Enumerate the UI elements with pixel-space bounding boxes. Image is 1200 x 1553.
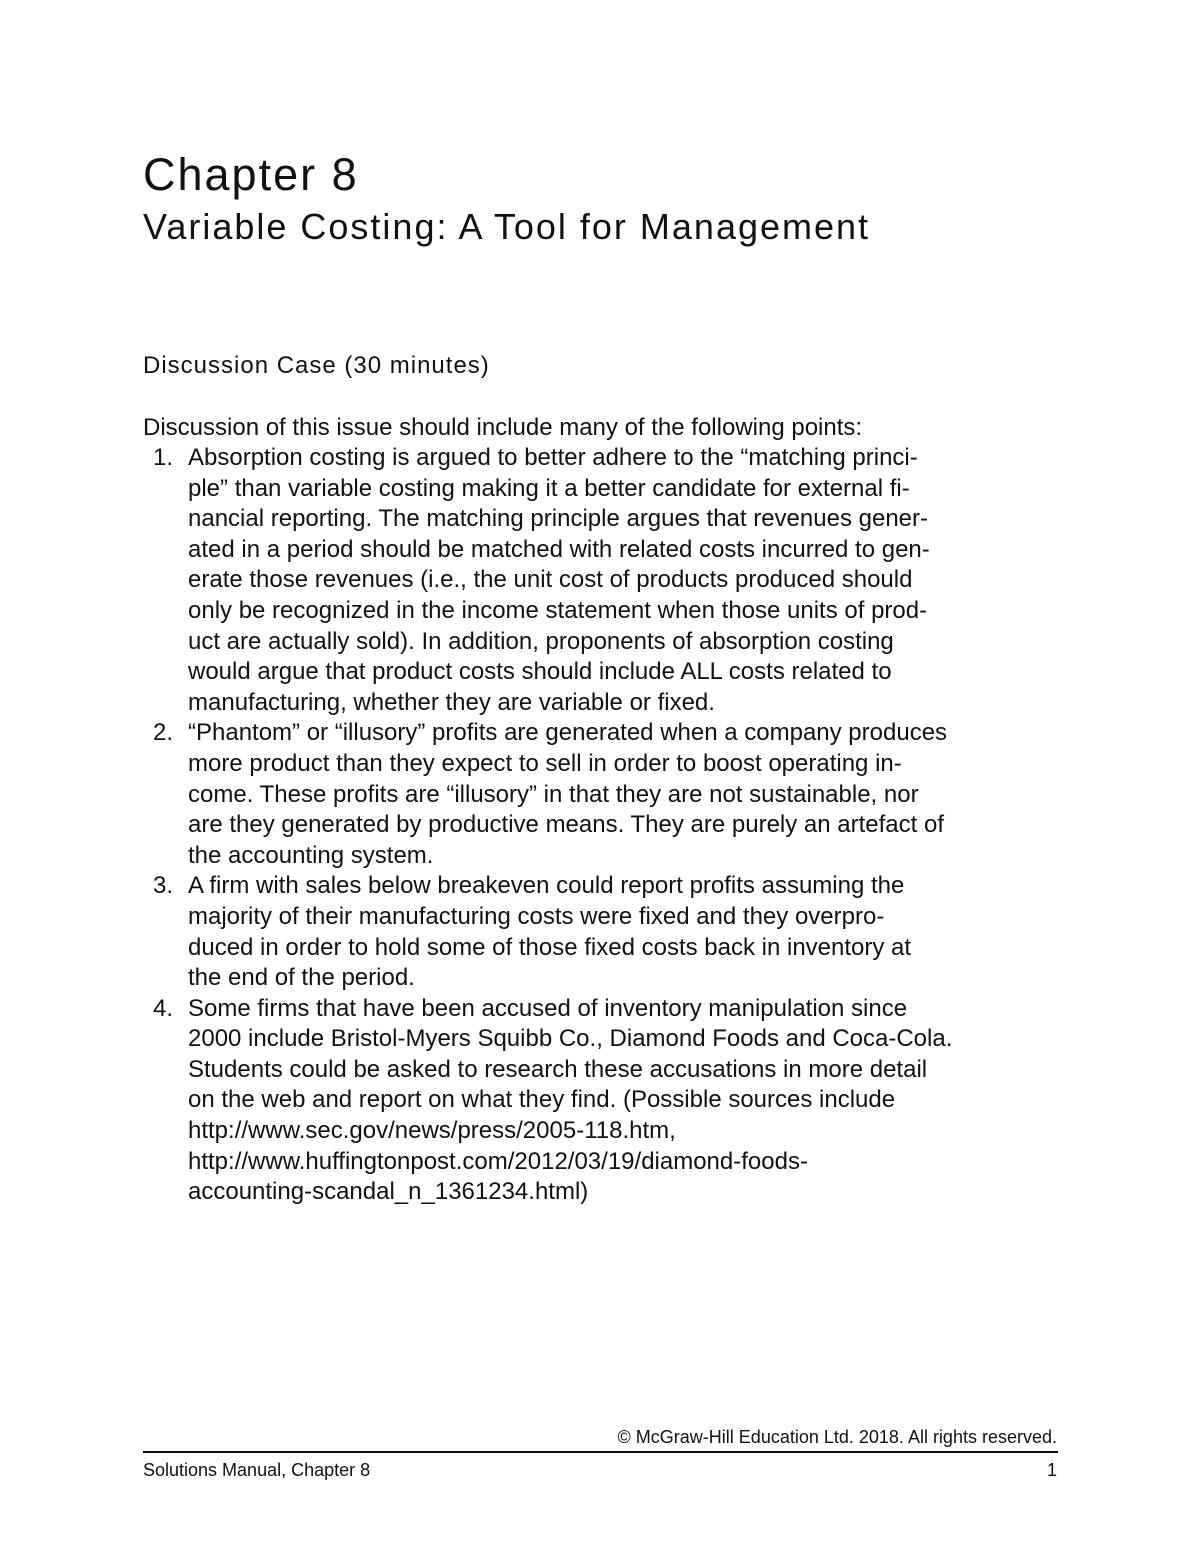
copyright-notice: © McGraw-Hill Education Ltd. 2018. All rights reserved. (617, 1427, 1057, 1447)
point-text-line: ple” than variable costing making it a better candidate for external fi- (188, 474, 910, 502)
footer-page-number: 1 (1046, 1460, 1057, 1480)
discussion-points-list (143, 443, 1063, 1208)
point-text-line: erate those revenues (i.e., the unit cost of products produced should (188, 566, 913, 594)
footer-divider (143, 1451, 1058, 1453)
point-text-line: duced in order to hold some of those fixed costs back in inventory at (188, 933, 912, 961)
point-link-line: http://www.huffingtonpost.com/2012/03/19/diamond-foods- (188, 1147, 808, 1175)
point-text-line: Some firms that have been accused of inventory manipulation since (188, 994, 908, 1022)
point-text-line: Absorption costing is argued to better adhere to the “matching princi- (188, 444, 918, 471)
point-text-line: Students could be asked to research these accusations in more detail (188, 1055, 928, 1083)
point-text-line: only be recognized in the income statement when those units of prod- (188, 596, 928, 624)
point-text-line: ated in a period should be matched with related costs incurred to gen- (188, 535, 930, 563)
point-text-line: nancial reporting. The matching principle argues that revenues gener- (188, 505, 928, 533)
point-text-line: uct are actually sold). In addition, proponents of absorption costing (188, 627, 894, 655)
point-text-line: manufacturing, whether they are variable or fixed. (188, 688, 715, 716)
point-text-line: the end of the period. (188, 964, 415, 992)
discussion-point (143, 718, 1063, 871)
point-text-line: are they generated by productive means. They are purely an artefact of (188, 811, 944, 839)
point-text-line: come. These profits are “illusory” in that they are not sustainable, nor (188, 780, 919, 808)
point-text-line: the accounting system. (188, 841, 434, 869)
point-text-line: A firm with sales below breakeven could report profits assuming the (188, 872, 905, 900)
point-text-line: 2000 include Bristol-Myers Squibb Co., Diamond Foods and Coca-Cola. (188, 1025, 953, 1053)
point-text-line: on the web and report on what they find. (Possible sources include (188, 1086, 896, 1114)
discussion-point (143, 994, 1063, 1208)
footer-manual-title: Solutions Manual, Chapter 8 (143, 1460, 371, 1480)
point-text-line: more product than they expect to sell in order to boost operating in- (188, 749, 902, 777)
point-text-line: majority of their manufacturing costs were fixed and they overpro- (188, 902, 885, 930)
discussion-point (143, 871, 1063, 993)
point-text-line: would argue that product costs should include ALL costs related to (188, 658, 892, 686)
chapter-number: Chapter 8 (143, 149, 359, 200)
point-number: 4. (153, 994, 174, 1022)
point-number: 1. (153, 444, 174, 471)
point-link-line: http://www.sec.gov/news/press/2005-118.htm, (188, 1117, 676, 1145)
point-link-line: accounting-scandal_n_1361234.html) (188, 1178, 589, 1206)
discussion-case-heading: Discussion Case (30 minutes) (143, 352, 490, 379)
discussion-intro: Discussion of this issue should include many of the following points: (143, 414, 863, 441)
point-text-line: “Phantom” or “illusory” profits are generated when a company produces (188, 719, 948, 747)
point-number: 2. (153, 719, 174, 747)
point-number: 3. (153, 872, 174, 900)
chapter-title: Variable Costing: A Tool for Management (143, 206, 871, 247)
discussion-point (143, 443, 1063, 718)
